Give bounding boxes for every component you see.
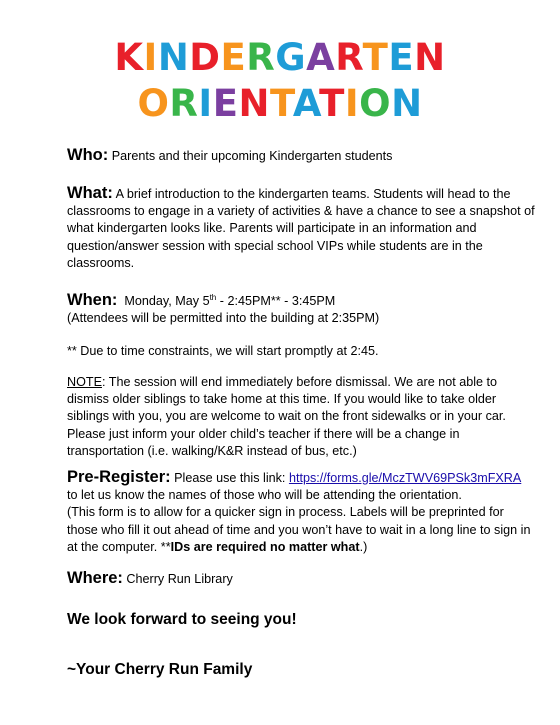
note-text: : The session will end immediately before dismissal. We are not able to dismiss older siblings to take home at this time. If you would like to take older siblings with you, you are welcome to wait on the front sidewalks or in your car. Please just inform your older child’s teacher if there will be a change in transportation (i.e. walking/K&R instead of bus, etc.) [67,375,506,458]
who-section [67,147,537,165]
title-letter: I [344,82,360,125]
title-letter: E [388,36,415,79]
title-letter: N [414,36,446,79]
what-text: A brief introduction to the kindergarten teams. Students will head to the classrooms to engage in a variety of activities & have a chance to see a snapshot of what kindergarten looks like. Parents will participate in an information and question/answer session with special school VIPs while students are in the classrooms. [67,187,535,270]
title-letter: T [269,82,293,125]
title-letter: N [391,82,423,125]
closing-message: We look forward to seeing you! [67,611,297,628]
title-letter: R [246,36,276,79]
where-heading: Where: [67,569,123,587]
preregister-heading: Pre-Register: [67,468,171,486]
title-letter: R [335,36,363,79]
title-letter: A [306,36,336,79]
preregister-detail-end: .) [359,539,368,554]
closing-signature: ~Your Cherry Run Family [67,661,253,678]
title-letter: T [319,82,345,125]
title-letter: N [238,82,270,125]
title-letter: O [137,82,170,125]
when-time: - 2:45PM** - 3:45PM [216,294,336,308]
who-text: Parents and their upcoming Kindergarten students [111,149,393,163]
when-date-suffix: th [209,292,217,302]
what-heading: What: [67,184,113,202]
title-letter: O [359,82,392,125]
what-section [67,185,537,272]
title-letter: G [275,36,307,79]
title-letter: I [198,82,213,125]
title-letter: N [157,36,190,79]
title-letter: I [143,36,158,79]
title-letter: E [220,36,247,79]
flyer-title-line-2 [0,82,560,126]
note-label: NOTE [67,375,102,389]
when-section [67,292,537,327]
preregister-link[interactable]: https://forms.gle/MczTWV69PSk3mFXRA [288,471,522,485]
id-requirement: IDs are required no matter what [170,539,360,554]
preregister-line2: to let us know the names of those who will be attending the orientation. [67,488,462,503]
when-date: Monday, May 5 [124,294,210,308]
when-heading: When: [67,291,118,309]
where-text: Cherry Run Library [126,572,233,586]
title-letter: A [292,82,320,125]
title-letter: R [169,82,199,125]
title-letter: E [212,82,239,125]
time-constraint-note: ** Due to time constraints, we will start promptly at 2:45. [67,344,379,358]
note-section [67,374,537,460]
who-heading: Who: [67,146,109,164]
where-section [67,570,537,588]
title-letter: K [114,36,144,79]
preregister-section [67,469,537,556]
title-letter: D [189,36,221,79]
preregister-intro: Please use this link: [170,471,289,485]
flyer-title-line-1 [0,36,560,80]
when-entry-note: (Attendees will be permitted into the building at 2:35PM) [67,311,380,326]
title-letter: T [362,36,389,79]
preregister-detail: (This form is to allow for a quicker sign in process. Labels will be preprinted for those who fill it out ahead of time and you won’t have to wait in a long line to sign in at the computer. ** [67,505,531,554]
